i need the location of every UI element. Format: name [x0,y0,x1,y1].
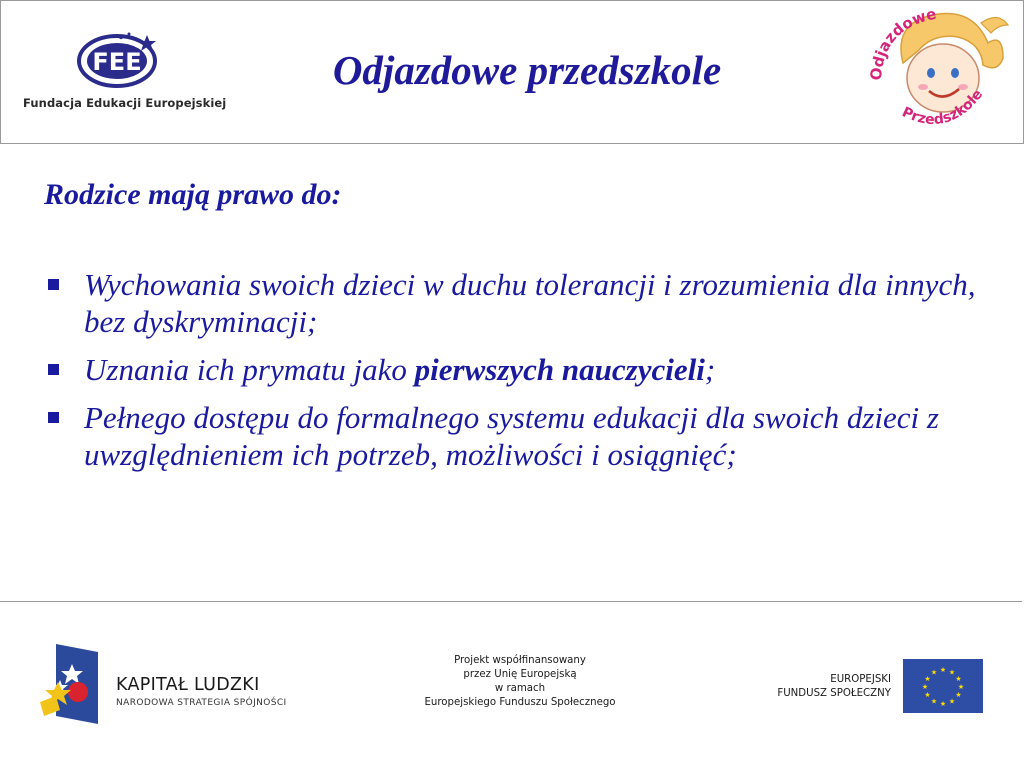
bullet-square-icon [48,364,59,375]
efs-line: FUNDUSZ SPOŁECZNY [777,688,891,699]
slide-header [0,0,1024,144]
fee-logo-text: FEE [92,48,142,76]
list-item [44,351,984,388]
efs-text [740,673,891,701]
eu-flag-icon [903,659,983,713]
section-heading: Rodzice mają prawo do: [44,178,342,211]
bullet-square-icon [48,279,59,290]
efs-line: EUROPEJSKI [830,674,891,685]
bullet-text: Wychowania swoich dzieci w duchu tolerancji i zrozumienia dla innych, bez dyskryminacji; [84,267,976,339]
cofinancing-line: Projekt współfinansowany [454,655,586,666]
cofinancing-line: w ramach [494,683,546,694]
list-item [44,266,984,340]
odjazdowe-przedszkole-logo [863,3,1013,138]
svg-text:★: ★ [930,668,938,677]
svg-text:★: ★ [939,666,947,674]
svg-text:★: ★ [948,668,956,677]
logo-text-top: Odjazdowe [866,4,938,82]
kapital-ludzki-subtitle: NARODOWA STRATEGIA SPÓJNOŚCI [116,698,287,708]
svg-text:★: ★ [957,683,965,691]
svg-text:★: ★ [921,683,929,691]
logo-text-bottom: Przedszkole [899,86,987,129]
bullet-text-before: Uznania ich prymatu jako [84,352,415,387]
slide-footer [0,601,1022,767]
page-title: Odjazdowe przedszkole [332,47,722,93]
cofinancing-line: Europejskiego Funduszu Społecznego [424,697,616,708]
svg-text:★: ★ [930,697,938,706]
svg-text:★: ★ [955,691,962,699]
svg-text:★: ★ [955,675,962,683]
svg-text:★: ★ [939,700,947,708]
bullet-text-after: ; [704,352,716,387]
kapital-ludzki-title: KAPITAŁ LUDZKI [116,675,260,695]
bullet-square-icon [48,412,59,423]
kapital-ludzki-logo-icon [38,644,98,724]
bullet-text: Pełnego dostępu do formalnego systemu edukacji dla swoich dzieci z uwzględnieniem ich potrzeb, możliwości i osiągnięć; [84,400,939,472]
fee-caption: Fundacja Edukacji Europejskiej [23,96,227,110]
cofinancing-text [400,654,640,710]
svg-text:★: ★ [948,697,956,706]
bullet-text-bold: pierwszych nauczycieli [414,352,705,387]
cofinancing-line: przez Unię Europejską [463,669,577,680]
rights-list [44,266,984,484]
list-item [44,399,984,473]
svg-text:★: ★ [924,691,931,699]
svg-text:★: ★ [924,675,931,683]
